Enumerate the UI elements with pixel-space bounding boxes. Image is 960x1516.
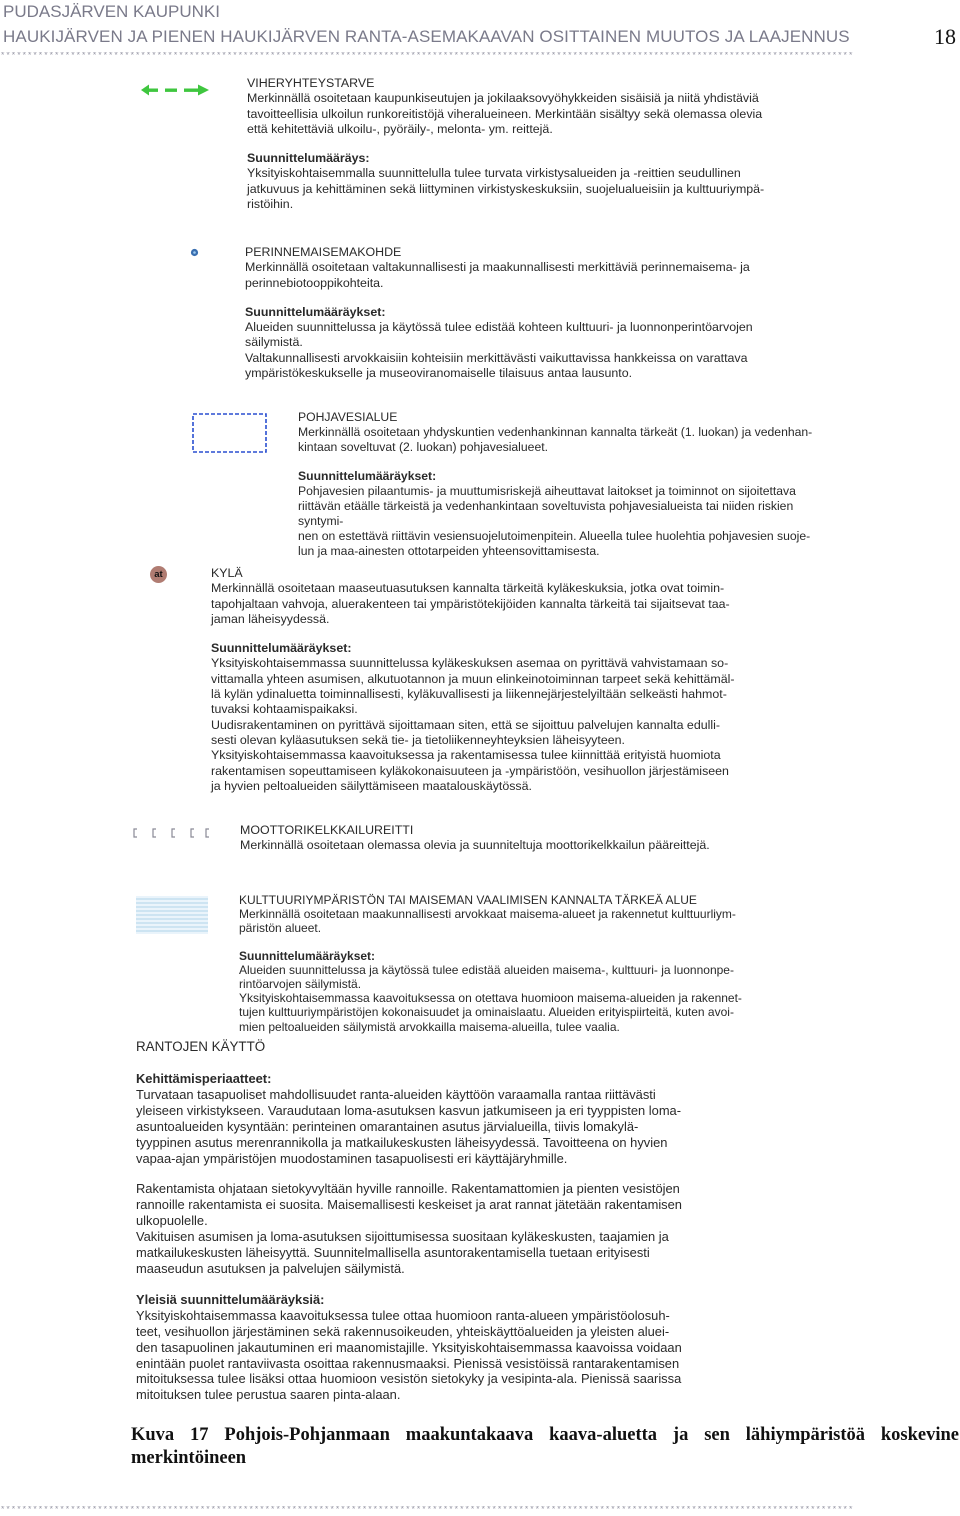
legend-rule: säilymistä. bbox=[245, 335, 303, 350]
legend-rule: Alueiden suunnittelussa ja käytössä tulee edistää alueiden maisema-, kulttuuri- ja luonnonpe- bbox=[239, 962, 734, 977]
legend-title: KULTTUURIYMPÄRISTÖN TAI MAISEMAN VAALIMISEN KANNALTA TÄRKEÄ ALUE bbox=[239, 893, 697, 907]
legend-title: VIHERYHTEYSTARVE bbox=[247, 76, 375, 90]
principles-line: tyyppinen asutus merenrannikolla ja matkailukeskusten läheisyydessä. Tavoitteena on hyvien bbox=[136, 1134, 668, 1150]
rantojen-kaytto-body bbox=[136, 1071, 726, 1403]
legend-moottorikelkkailureitti bbox=[240, 823, 820, 854]
legend-rule: mien peltoalueiden säilymistä arvokkailla maisema-alueilla, tulee vaalia. bbox=[239, 1019, 620, 1034]
legend-title: KYLÄ bbox=[211, 566, 243, 580]
legend-rule: Yksityiskohtaisemmalla suunnittelulla tulee turvata virkistysalueiden ja -reittien seudullinen bbox=[247, 166, 741, 181]
legend-rule: Pohjavesien pilaantumis- ja muuttumisriskejä aiheuttavat laitokset ja toiminnot on sijoitettava bbox=[298, 484, 796, 498]
principles-line: vapaa-ajan ympäristöjen muodostaminen tasapuolisesti eri käyttäjäryhmille. bbox=[136, 1150, 568, 1166]
legend-rule: ja hyvien peltoalueiden säilyttämiseen maatalouskäytössä. bbox=[211, 778, 532, 793]
principles-line: rannoille rakentamista ei suosita. Maisemallisesti keskeiset ja arat rannat jätetään rakentamisen bbox=[136, 1197, 682, 1213]
legend-rule-title: Suunnittelumääräykset: bbox=[245, 304, 386, 319]
legend-rule: vittamalla yhteen asumisen, alkutuotannon ja muun elinkeinotoiminnan tarpeet sekä kehittämäl- bbox=[211, 671, 735, 686]
legend-rule: lun ja maa-ainesten ottotarpeiden yhteensovittamisesta. bbox=[298, 544, 600, 558]
blue-point-icon bbox=[189, 247, 201, 259]
figure-caption: Kuva 17 Pohjois-Pohjanmaan maakuntakaava kaava-aluetta ja sen lähiympäristöä koskevine merkintöineen bbox=[131, 1425, 959, 1468]
legend-perinnemaisemakohde bbox=[245, 245, 825, 381]
legend-description: tavoitteellisia ulkoilun runkoreitistöjä viheralueineen. Merkintään sisältyy sekä olemassa olevia bbox=[247, 106, 763, 121]
legend-rule: riittävän etäälle tärkeistä ja vedenhankintaan soveltuvista pohjavesialueista tai niiden riskien syntymi- bbox=[298, 499, 794, 528]
general-rules-title: Yleisiä suunnittelumääräyksiä: bbox=[136, 1291, 325, 1307]
legend-rule: Alueiden suunnittelussa ja käytössä tulee edistää kohteen kulttuuri- ja luonnonperintöarvojen bbox=[245, 320, 753, 335]
legend-kulttuuriymparisto bbox=[239, 893, 799, 1034]
legend-rule: sesti olevan kyläasutuksen sekä tie- ja tietoliikenneyhteyksien läheisyyteen. bbox=[211, 732, 625, 747]
legend-title: PERINNEMAISEMAKOHDE bbox=[245, 245, 402, 259]
principles-line: Vakituisen asumisen ja loma-asutuksen sijoittumisessa suositaan kyläkeskusten, taajamien ja bbox=[136, 1229, 669, 1245]
green-dashed-arrow-icon bbox=[138, 82, 212, 98]
legend-description: Merkinnällä osoitetaan valtakunnallisesti ja maakunnallisesti merkittäviä perinnemaisema- ja bbox=[245, 260, 750, 275]
legend-rule: Uudisrakentaminen on pyrittävä sijoittamaan siten, että se sijoittuu palvelujen kannalta edulli- bbox=[211, 717, 720, 732]
legend-rule-title: Suunnittelumääräykset: bbox=[298, 469, 437, 483]
legend-description: kintaan soveltuvat (2. luokan) pohjavesialueet. bbox=[298, 440, 548, 454]
legend-description: päristön alueet. bbox=[239, 921, 322, 936]
cultural-landscape-hatch-icon bbox=[136, 896, 208, 934]
legend-rule: nen on estettävä riittävin vesiensuojelutoimenpitein. Alueella tulee huolehtia pohjavesien suoje- bbox=[298, 529, 811, 543]
general-rule-line: mitoituksessa tulee lisäksi ottaa huomioon vesistön sietokyky ja vesipinta-ala. Pienissä saarissa bbox=[136, 1371, 682, 1387]
page-number: 18 bbox=[934, 24, 956, 49]
principles-line: ulkopuolelle. bbox=[136, 1213, 208, 1229]
general-rule-line: Yksityiskohtaisemmassa kaavoituksessa tulee ottaa huomioon ranta-alueen ympäristöolosuh- bbox=[136, 1307, 670, 1323]
legend-rule: Yksityiskohtaisemmassa kaavoituksessa ja rakentamisessa tulee kiinnittää erityistä huomiota bbox=[211, 748, 721, 763]
blue-dashed-rectangle-icon bbox=[191, 412, 269, 455]
principles-title: Kehittämisperiaatteet: bbox=[136, 1071, 272, 1086]
header-municipality: PUDASJÄRVEN KAUPUNKI bbox=[3, 2, 220, 21]
principles-line: matkailukeskusten läheisyyttä. Suunnitelmallisella asuntorakentamisella tuetaan erityisesti bbox=[136, 1245, 650, 1261]
legend-description: tapohjaltaan vahvoja, aluerakenteen tai ympäristötekijöiden kannalta tärkeitä tai sijaitsevat taa- bbox=[211, 596, 730, 611]
legend-description: Merkinnällä osoitetaan maaseutuasutuksen kannalta tärkeitä kyläkeskuksia, jotka ovat toimin- bbox=[211, 581, 725, 596]
legend-rule: tujen kulttuuriympäristöjen kokonaisuudet ja ominaislaatu. Alueiden erityispiirteitä, kuten avoi- bbox=[239, 1005, 734, 1020]
header-document-title: HAUKIJÄRVEN JA PIENEN HAUKIJÄRVEN RANTA-ASEMAKAAVAN OSITTAINEN MUUTOS JA LAAJENNUS bbox=[3, 27, 850, 46]
legend-rule: Valtakunnallisesti arvokkaisiin kohteisiin merkittävästi vaikuttavissa hankkeissa on varattava bbox=[245, 350, 748, 365]
legend-title: POHJAVESIALUE bbox=[298, 410, 398, 424]
legend-rule: rakentamisen sopeuttamiseen kyläkokonaisuuteen ja -ympäristöön, vesihuollon järjestämiseen bbox=[211, 763, 729, 778]
legend-rule-title: Suunnittelumääräykset: bbox=[211, 641, 352, 656]
legend-rule-title: Suunnittelumääräykset: bbox=[239, 948, 376, 963]
section-title-rantojen-kaytto: RANTOJEN KÄYTTÖ bbox=[136, 1039, 266, 1054]
legend-rule: rintöarvojen säilymistä. bbox=[239, 977, 362, 992]
general-rule-line: den tasapuolinen jakautuminen eri maanomistajille. Yksityiskohtaisemmassa kaavoissa voidaan bbox=[136, 1339, 682, 1355]
legend-description: Merkinnällä osoitetaan kaupunkiseutujen ja jokilaaksovyöhykkeiden sisäisiä ja niitä yhdistäviä bbox=[247, 91, 759, 106]
general-rule-line: teet, vesihuollon järjestäminen sekä rakennusoikeuden, yhteiskäyttöalueiden ja yleisten aluei- bbox=[136, 1323, 670, 1339]
general-rule-line: mitoituksen tulee perustua saaren pinta-alaan. bbox=[136, 1387, 401, 1403]
principles-line: Rakentamista ohjataan sietokyvyltään hyville rannoille. Rakentamattomien ja pienten vesistöjen bbox=[136, 1181, 680, 1197]
principles-line: Turvataan tasapuoliset mahdollisuudet ranta-alueiden käyttöön varaamalla rantaa riittävästi bbox=[136, 1086, 656, 1102]
legend-description: Merkinnällä osoitetaan yhdyskuntien vedenhankinnan kannalta tärkeät (1. luokan) ja vedenhan- bbox=[298, 425, 813, 439]
principles-line: maaseudun asutuksen ja palvelujen säilymistä. bbox=[136, 1260, 405, 1276]
legend-rule: Yksityiskohtaisemmassa kaavoituksessa on otettava huomioon maisema-alueiden ja rakennet- bbox=[239, 991, 742, 1006]
legend-rule: Yksityiskohtaisemmassa suunnittelussa kyläkeskuksen asemaa on pyrittävä vahvistamaan so- bbox=[211, 656, 729, 671]
legend-title: MOOTTORIKELKKAILUREITTI bbox=[240, 823, 414, 837]
legend-rule: tuvaksi kohtaamispaikaksi. bbox=[211, 702, 358, 717]
legend-description: perinnebiotooppikohteita. bbox=[245, 275, 384, 290]
legend-rule-title: Suunnittelumääräys: bbox=[247, 151, 370, 166]
legend-description: Merkinnällä osoitetaan olemassa olevia ja suunniteltuja moottorikelkkailun pääreittejä. bbox=[240, 838, 710, 853]
header-separator: ************************************************************************************************************************************************************** bbox=[0, 52, 854, 60]
legend-description: että kehitettäviä ulkoilu-, pyöräily-, melonta- ym. reittejä. bbox=[247, 121, 553, 136]
legend-description: jaman läheisyydessä. bbox=[211, 611, 330, 626]
principles-line: yleiseen virkistykseen. Varaudutaan loma-asutuksen kasvun jatkumiseen ja eri tyyppisten loma- bbox=[136, 1102, 682, 1118]
footer-separator: ************************************************************************************************************************************************************** bbox=[0, 1506, 854, 1514]
general-rule-line: enintään puolet rantaviivasta osoittaa rakennusmaaksi. Pienissä vesistöissä rantarakentamisen bbox=[136, 1355, 680, 1371]
principles-line: asuntoalueiden kysyntään: perinteinen omarantainen asutus järvialueilla, tiivis lomakylä- bbox=[136, 1118, 639, 1134]
legend-pohjavesialue bbox=[298, 410, 838, 559]
snowmobile-route-icon bbox=[131, 826, 213, 840]
legend-rule: ristöihin. bbox=[247, 197, 294, 212]
legend-description: Merkinnällä osoitetaan maakunnallisesti arvokkaat maisema-alueet ja rakennetut kulttuurliym- bbox=[239, 907, 736, 922]
legend-rule: ympäristökeskukselle ja museoviranomaiselle tilaisuus antaa lausunto. bbox=[245, 366, 633, 381]
legend-viheryhteystarve bbox=[247, 76, 827, 212]
legend-kyla bbox=[211, 566, 791, 794]
legend-rule: lä kylän ydinaluetta toiminnallisesti, kyläkuvallisesti ja liikennejärjestelyiltään selkeästi hahmot- bbox=[211, 687, 727, 702]
village-at-icon: at bbox=[150, 566, 167, 583]
legend-rule: jatkuvuus ja kehittäminen sekä liittyminen virkistyskeskuksiin, suojelualueisiin ja kulttuuriympä- bbox=[247, 181, 765, 196]
